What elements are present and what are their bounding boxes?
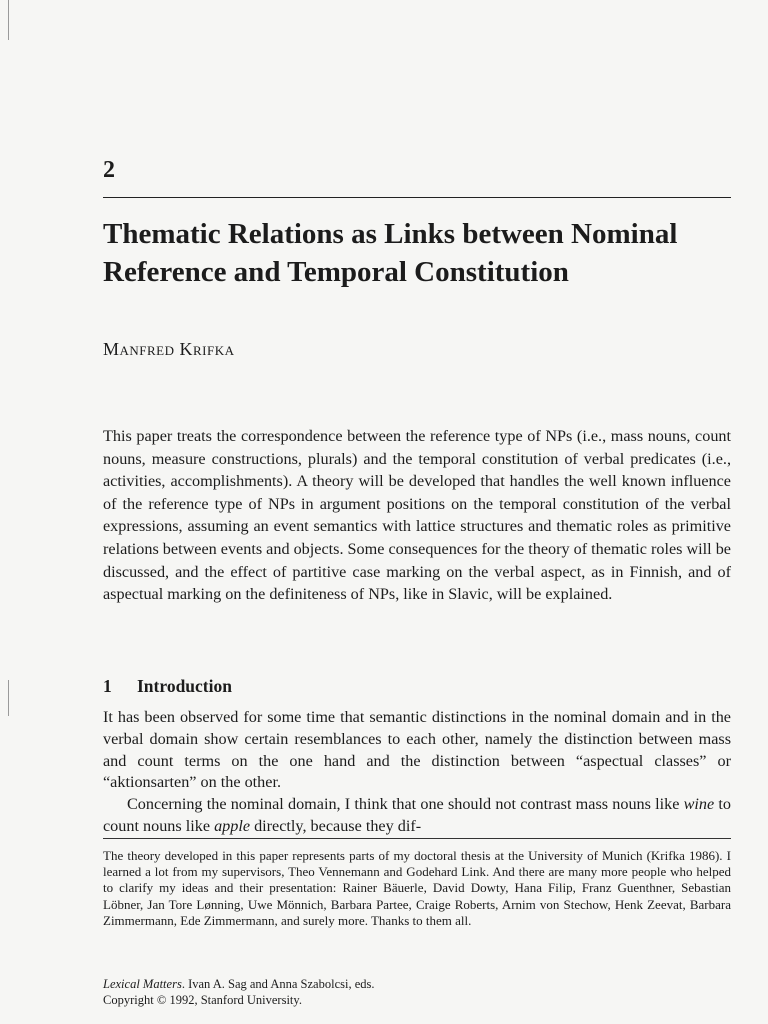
book-title: Lexical Matters (103, 977, 182, 991)
example-word-apple: apple (214, 816, 251, 835)
copyright-notice: Copyright © 1992, Stanford University. (103, 993, 302, 1007)
scan-edge-mark-middle (8, 680, 9, 716)
section-title: Introduction (137, 676, 232, 696)
chapter-rule (103, 197, 731, 198)
section-heading (103, 678, 232, 696)
introduction-body (103, 707, 731, 838)
book-source-block (103, 976, 731, 1008)
author-name: Manfred Krifka (103, 339, 235, 359)
scan-edge-mark-top (8, 0, 9, 40)
chapter-number: 2 (103, 157, 115, 183)
example-word-wine: wine (683, 795, 715, 814)
intro-paragraph-2-text-c: directly, because they dif- (250, 816, 422, 835)
abstract: This paper treats the correspondence between the reference type of NPs (i.e., mass nouns, count nouns, measure constructions, plurals) and the temporal constitution of verbal predicates (i.e., activities, accomplishments). A theory will be developed that handles the well known influence of the reference type of NPs in argument positions on the temporal constitution of the verbal expressions, assuming an event semantics with lattice structures and thematic roles as primitive relations between events and objects. Some consequences for the theory of thematic roles will be discussed, and the effect of partitive case marking on the verbal aspect, as in Finnish, and of aspectual marking on the definiteness of NPs, like in Slavic, will be explained. (103, 427, 731, 604)
paper-title: Thematic Relations as Links between Nominal Reference and Temporal Constitution (103, 218, 678, 288)
section-number: 1 (103, 676, 112, 696)
footnote-rule (103, 838, 731, 839)
intro-paragraph-2 (103, 794, 731, 838)
footnote: The theory developed in this paper represents parts of my doctoral thesis at the University of Munich (Krifka 1986). I learned a lot from my supervisors, Theo Vennemann and Godehard Link. And there are many more people who helped to clarify my ideas and their presentation: Rainer Bäuerle, David Dowty, Hana Filip, Franz Guenthner, Sebastian Löbner, Jan Tore Lønning, Uwe Mönnich, Barbara Partee, Craige Roberts, Arnim von Stechow, Henk Zeevat, Barbara Zimmermann, Ede Zimmermann, and surely more. Thanks to them all. (103, 848, 731, 928)
intro-paragraph-2-text: Concerning the nominal domain, I think that one should not contrast mass nouns like (127, 795, 684, 814)
intro-paragraph-2-text-b: to count nouns like (103, 795, 732, 835)
book-editors: . Ivan A. Sag and Anna Szabolcsi, eds. (181, 977, 375, 991)
intro-paragraph-1: It has been observed for some time that semantic distinctions in the nominal domain and in the verbal domain show certain resemblances to each other, namely the distinction between mass and count terms on the one hand and the distinction between “aspectual classes” or “aktionsarten” on the other. (103, 708, 731, 792)
book-citation (103, 976, 731, 992)
